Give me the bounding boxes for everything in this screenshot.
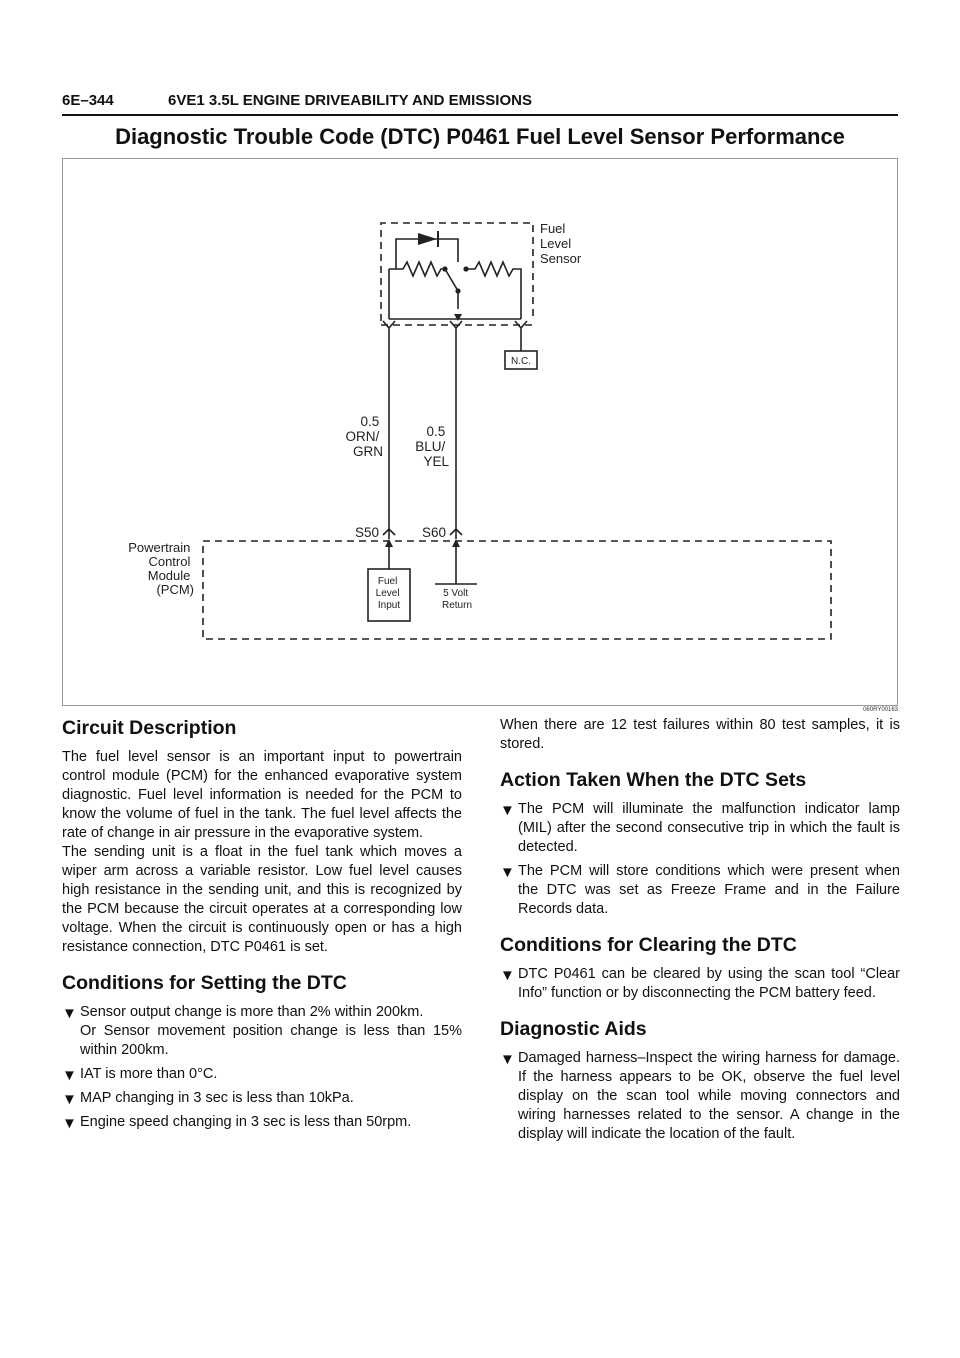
input-box-label: Fuel Level Input — [375, 576, 401, 611]
pcm-enclosure — [203, 541, 831, 639]
list-item: ▼ Engine speed changing in 3 sec is less than 50rpm. — [62, 1114, 412, 1132]
pin-2 — [450, 321, 462, 539]
wire1-label: 0.5 ORN/ GRN — [345, 414, 383, 459]
list-subitem: Or Sensor movement position change is less than 15% within 200km. — [80, 1023, 462, 1058]
page-header — [62, 92, 898, 116]
resistor-right — [466, 262, 521, 309]
diode-branch — [396, 239, 458, 262]
bullet-triangle-icon: ▼ — [62, 1091, 77, 1108]
list-item: ▼ The PCM will store conditions which were present when the DTC was set as Freeze Frame and in the Failure Records data. — [500, 863, 900, 917]
wiring-diagram — [62, 158, 898, 706]
diode-symbol — [418, 233, 437, 245]
page-number: 6E–344 — [62, 92, 114, 109]
terminal-s50: S50 — [354, 525, 379, 540]
bullet-triangle-icon: ▼ — [62, 1067, 77, 1084]
right-column — [500, 716, 900, 1144]
left-down — [389, 269, 396, 309]
bullet-triangle-icon: ▼ — [500, 967, 515, 984]
wiper-arm — [445, 269, 458, 309]
list-item: ▼ IAT is more than 0°C. — [62, 1066, 218, 1084]
return-label: 5 Volt Return — [441, 588, 473, 611]
sensor-enclosure — [381, 223, 533, 321]
wiring-diagram-svg — [63, 159, 899, 707]
list-item: ▼ MAP changing in 3 sec is less than 10kPa. — [62, 1090, 354, 1108]
running-head: 6VE1 3.5L ENGINE DRIVEABILITY AND EMISSIONS — [168, 92, 532, 109]
terminal-s60: S60 — [421, 525, 446, 540]
conditions-clearing-heading: Conditions for Clearing the DTC — [500, 934, 797, 956]
wire2-label: 0.5 BLU/ YEL — [415, 424, 449, 469]
action-taken-heading: Action Taken When the DTC Sets — [500, 769, 807, 791]
nc-label: N.C. — [511, 356, 531, 367]
list-item: ▼ DTC P0461 can be cleared by using the scan tool “Clear Info” function or by disconnecting the PCM battery feed. — [500, 966, 900, 1001]
circuit-description-heading: Circuit Description — [62, 717, 237, 739]
stored-text: When there are 12 test failures within 80 test samples, it is stored. — [500, 717, 900, 752]
circuit-description-para2: The sending unit is a float in the fuel tank which moves a wiper arm across a variable resistor. Low fuel level causes high resistance in the sending unit, and this is recognized by the PCM because the circuit operates at a corresponding low voltage. When the circuit is continuously open or has a high resistance connection, DTC P0461 is set. — [62, 844, 462, 955]
bullet-triangle-icon: ▼ — [62, 1005, 77, 1022]
page-title: Diagnostic Trouble Code (DTC) P0461 Fuel Level Sensor Performance — [115, 124, 845, 149]
list-item: ▼ Sensor output change is more than 2% within 200km. — [62, 1004, 424, 1022]
bullet-triangle-icon: ▼ — [62, 1115, 77, 1132]
conditions-setting-heading: Conditions for Setting the DTC — [62, 972, 347, 994]
pin-1 — [383, 321, 395, 539]
diagnostic-aids-heading: Diagnostic Aids — [500, 1018, 647, 1040]
figure-code: 060RY00163 — [863, 707, 898, 713]
list-item: ▼ Damaged harness–Inspect the wiring harness for damage. If the harness appears to be OK, observe the fuel level display on the scan tool while moving connectors and wiring harnesses related to the sensor. A change in the display will indicate the location of the fault. — [500, 1050, 900, 1142]
resistor-left — [396, 262, 445, 276]
left-column — [62, 716, 462, 1132]
pcm-label: Powertrain Control Module (PCM) — [128, 540, 194, 597]
sensor-label: Fuel Level Sensor — [540, 221, 582, 266]
bullet-triangle-icon: ▼ — [500, 1051, 515, 1068]
bullet-triangle-icon: ▼ — [500, 802, 515, 819]
list-item: ▼ The PCM will illuminate the malfunction indicator lamp (MIL) after the second consecutive trip in which the fault is detected. — [500, 801, 900, 855]
bullet-triangle-icon: ▼ — [500, 864, 515, 881]
circuit-description-para1: The fuel level sensor is an important input to powertrain control module (PCM) for the enhanced evaporative system diagnostic. Fuel level information is needed for the PCM to know the volume of fuel in the tank. The fuel level affects the rate of change in air pressure in the evaporative system. — [62, 749, 462, 841]
